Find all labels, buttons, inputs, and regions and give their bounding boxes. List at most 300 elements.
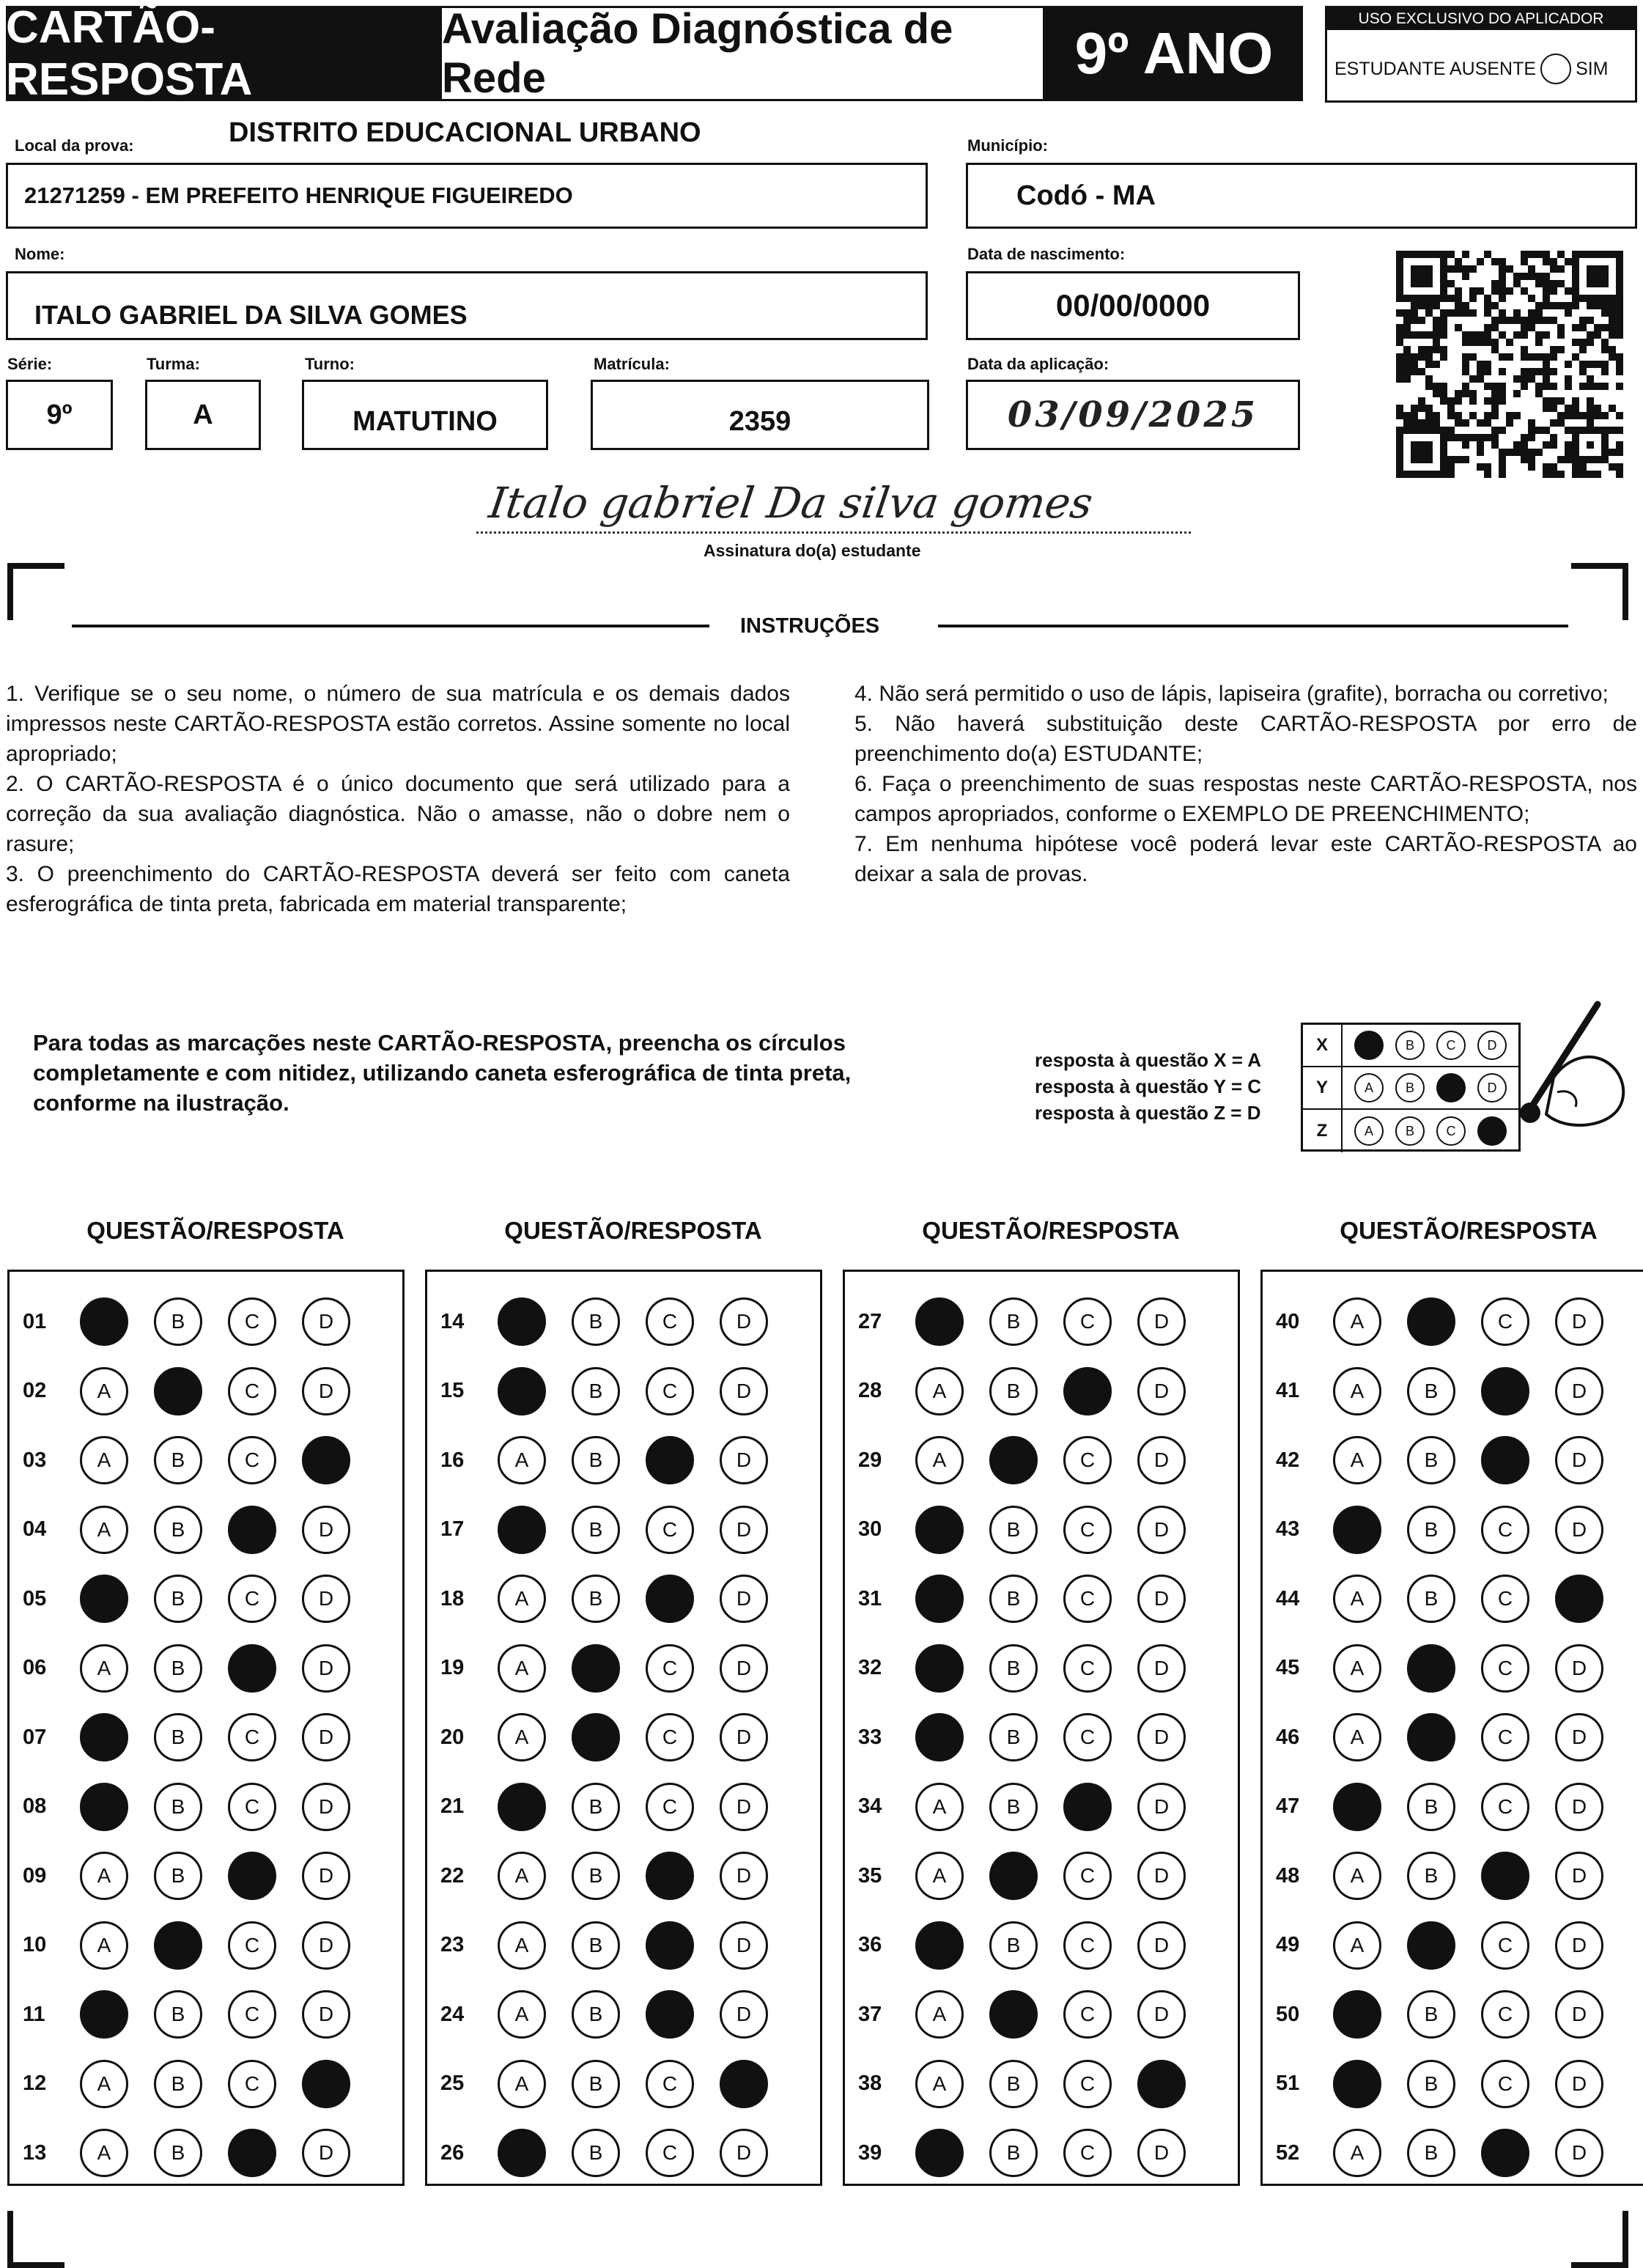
example-bubble: A	[1354, 1073, 1384, 1102]
answer-bubble-b[interactable]: B	[1407, 1436, 1455, 1484]
answer-bubble-b[interactable]: B	[1407, 1783, 1455, 1831]
nome-label: Nome:	[15, 245, 65, 263]
answer-bubble-b[interactable]: B	[1407, 1575, 1455, 1623]
answer-bubble-a[interactable]: A	[80, 1921, 128, 1970]
answer-bubble-b[interactable]: B	[1407, 1990, 1455, 2039]
answer-bubble-c[interactable]: C	[1481, 1713, 1529, 1761]
answer-bubble-d[interactable]: D	[720, 1297, 768, 1346]
answer-bubble-c[interactable]: C	[646, 2060, 694, 2108]
question-number: 12	[23, 2072, 47, 2095]
answer-bubble-a[interactable]: A	[1333, 2129, 1381, 2177]
question-row	[427, 1715, 820, 1759]
answer-bubble-b[interactable]: B	[1407, 1644, 1455, 1693]
answer-bubble-b[interactable]: B	[572, 1783, 620, 1831]
answer-bubble-a[interactable]: A	[1333, 1506, 1381, 1554]
answer-bubble-d[interactable]: D	[1555, 2060, 1603, 2108]
answer-bubble-c[interactable]: C	[1063, 1990, 1112, 2039]
answer-bubble-b[interactable]: B	[154, 1506, 202, 1554]
answer-bubble-a[interactable]: A	[498, 2129, 546, 2177]
answer-bubble-a[interactable]: A	[1333, 1575, 1381, 1623]
answer-bubble-d[interactable]: D	[1137, 1783, 1186, 1831]
answer-bubble-c[interactable]: C	[228, 2060, 276, 2108]
answer-bubble-c[interactable]: C	[228, 1713, 276, 1761]
answer-bubble-a[interactable]: A	[915, 1921, 964, 1970]
column-title: QUESTÃO/RESPOSTA	[922, 1217, 1180, 1244]
answer-bubble-d[interactable]: D	[302, 1921, 350, 1970]
answer-bubble-c[interactable]: C	[228, 1367, 276, 1415]
answer-bubble-c[interactable]: C	[1063, 1921, 1112, 1970]
column-title: QUESTÃO/RESPOSTA	[504, 1217, 762, 1244]
answer-bubble-c[interactable]: C	[1063, 1297, 1112, 1346]
answer-bubble-b[interactable]: B	[1407, 2060, 1455, 2108]
answer-bubble-a[interactable]: A	[915, 1575, 964, 1623]
example-bubble: D	[1477, 1031, 1507, 1060]
answer-bubble-c[interactable]: C	[1481, 1297, 1529, 1346]
answer-bubble-a[interactable]: A	[915, 2060, 964, 2108]
answer-bubble-a[interactable]: A	[1333, 1367, 1381, 1415]
answer-bubble-d[interactable]: D	[720, 1367, 768, 1415]
answer-bubble-a[interactable]: A	[80, 1783, 128, 1831]
answer-bubble-b[interactable]: B	[1407, 1713, 1455, 1761]
question-row	[427, 2131, 820, 2175]
answer-bubble-b[interactable]: B	[989, 1921, 1038, 1970]
answer-bubble-a[interactable]: A	[1333, 1852, 1381, 1900]
question-number: 36	[858, 1933, 882, 1956]
answer-bubble-c[interactable]: C	[228, 1575, 276, 1623]
question-number: 28	[858, 1379, 882, 1402]
corner-mark-top-right	[1571, 563, 1628, 620]
instruction-3: 3. O preenchimento do CARTÃO-RESPOSTA deverá ser feito com caneta esferográfica de tinta preta, fabricada em material transparente;	[6, 862, 790, 916]
answer-bubble-a[interactable]: A	[498, 1990, 546, 2039]
example-bubble: B	[1395, 1073, 1425, 1102]
answer-bubble-c[interactable]: C	[646, 1297, 694, 1346]
instructions-left	[6, 679, 790, 919]
answer-bubble-c[interactable]: C	[1063, 1367, 1112, 1415]
answer-bubble-d[interactable]: D	[1137, 1644, 1186, 1693]
question-row	[10, 1369, 402, 1413]
example-row-key: Z	[1303, 1110, 1343, 1152]
aplicacao-value: 03/09/2025	[1007, 394, 1259, 435]
question-number: 15	[440, 1379, 465, 1402]
answer-bubble-d[interactable]: D	[1137, 1367, 1186, 1415]
answer-bubble-b[interactable]: B	[989, 1644, 1038, 1693]
answer-bubble-c[interactable]: C	[228, 1783, 276, 1831]
question-row	[427, 1646, 820, 1690]
question-number: 26	[440, 2140, 465, 2165]
question-row	[845, 1715, 1238, 1759]
answer-bubble-d[interactable]: D	[1137, 1713, 1186, 1761]
answer-bubble-a[interactable]: A	[915, 1644, 964, 1693]
question-number: 11	[23, 2002, 45, 2026]
answer-bubble-b[interactable]: B	[572, 1367, 620, 1415]
question-row	[427, 1923, 820, 1967]
answer-bubble-d[interactable]: D	[1137, 1921, 1186, 1970]
answer-bubble-d[interactable]: D	[302, 1713, 350, 1761]
question-number: 23	[440, 1933, 465, 1956]
question-number: 05	[23, 1586, 47, 1610]
answer-bubble-d[interactable]: D	[1555, 1990, 1603, 2039]
answer-bubble-b[interactable]: B	[572, 1852, 620, 1900]
question-row	[10, 1508, 402, 1552]
instructions-title: INSTRUÇÕES	[740, 614, 880, 638]
answer-bubble-b[interactable]: B	[154, 1852, 202, 1900]
answer-bubble-b[interactable]: B	[989, 1852, 1038, 1900]
question-row	[1263, 2062, 1643, 2106]
answer-bubble-a[interactable]: A	[1333, 1921, 1381, 1970]
answer-bubble-c[interactable]: C	[1063, 2129, 1112, 2177]
answer-bubble-c[interactable]: C	[1481, 1436, 1529, 1484]
question-number: 06	[23, 1656, 47, 1679]
answer-bubble-c[interactable]: C	[646, 1436, 694, 1484]
answer-bubble-d[interactable]: D	[1555, 1575, 1603, 1623]
answer-bubble-a[interactable]: A	[80, 1436, 128, 1484]
question-number: 08	[23, 1794, 47, 1818]
answer-bubble-b[interactable]: B	[572, 1644, 620, 1693]
grade-title: 9º ANO	[1045, 6, 1303, 101]
answer-bubble-c[interactable]: C	[1063, 2060, 1112, 2108]
answer-bubble-a[interactable]: A	[498, 1506, 546, 1554]
answer-bubble-b[interactable]: B	[572, 1436, 620, 1484]
question-row	[1263, 1438, 1643, 1482]
answer-bubble-b[interactable]: B	[154, 2129, 202, 2177]
aplicacao-field	[966, 380, 1300, 450]
answer-bubble-d[interactable]: D	[720, 1990, 768, 2039]
answer-bubble-b[interactable]: B	[572, 1990, 620, 2039]
answer-bubble-d[interactable]: D	[302, 1367, 350, 1415]
answer-bubble-b[interactable]: B	[989, 2129, 1038, 2177]
answer-bubble-c[interactable]: C	[228, 1921, 276, 1970]
answer-bubble-b[interactable]: B	[989, 1506, 1038, 1554]
answer-bubble-b[interactable]: B	[154, 2060, 202, 2108]
answer-bubble-d[interactable]: D	[1555, 2129, 1603, 2177]
answer-bubble-a[interactable]: A	[80, 1990, 128, 2039]
answer-bubble-a[interactable]: A	[1333, 1783, 1381, 1831]
answer-bubble-c[interactable]: C	[646, 1575, 694, 1623]
question-number: 09	[23, 1863, 47, 1888]
answer-bubble-c[interactable]: C	[1481, 1783, 1529, 1831]
answer-bubble-a[interactable]: A	[1333, 1297, 1381, 1346]
answer-bubble-d[interactable]: D	[720, 1852, 768, 1900]
answer-bubble-b[interactable]: B	[989, 1783, 1038, 1831]
answer-bubble-c[interactable]: C	[228, 1644, 276, 1693]
answer-bubble-d[interactable]: D	[302, 1644, 350, 1693]
question-row	[10, 1854, 402, 1898]
question-row	[1263, 2131, 1643, 2175]
question-number: 47	[1276, 1794, 1300, 1818]
example-bubble: C	[1436, 1031, 1466, 1060]
question-row	[845, 1923, 1238, 1967]
signature-caption: Assinatura do(a) estudante	[704, 541, 921, 560]
answer-bubble-c[interactable]: C	[646, 1713, 694, 1761]
answer-bubble-c[interactable]: C	[1063, 1506, 1112, 1554]
answer-bubble-a[interactable]: A	[1333, 1713, 1381, 1761]
answer-bubble-d[interactable]: D	[1555, 1644, 1603, 1693]
answer-bubble-b[interactable]: B	[572, 1713, 620, 1761]
answer-bubble-a[interactable]: A	[80, 1367, 128, 1415]
question-row	[1263, 1369, 1643, 1413]
card-title: CARTÃO-RESPOSTA	[6, 6, 440, 101]
answer-bubble-c[interactable]: C	[1063, 1852, 1112, 1900]
answer-bubble-d[interactable]: D	[1137, 2060, 1186, 2108]
example-row-key: Y	[1303, 1067, 1343, 1108]
answer-bubble-c[interactable]: C	[228, 1990, 276, 2039]
answer-bubble-c[interactable]: C	[1481, 1367, 1529, 1415]
answer-bubble-a[interactable]: A	[498, 1921, 546, 1970]
answer-bubble-a[interactable]: A	[498, 1297, 546, 1346]
question-number: 51	[1276, 2072, 1300, 2095]
absent-bubble[interactable]	[1540, 54, 1571, 84]
answer-bubble-d[interactable]: D	[1137, 1852, 1186, 1900]
answer-bubble-c[interactable]: C	[1481, 1575, 1529, 1623]
answer-bubble-d[interactable]: D	[1555, 1506, 1603, 1554]
question-number: 21	[440, 1794, 465, 1818]
answer-bubble-a[interactable]: A	[915, 1713, 964, 1761]
answer-bubble-a[interactable]: A	[80, 1575, 128, 1623]
answer-bubble-a[interactable]: A	[498, 1367, 546, 1415]
nome-value: ITALO GABRIEL DA SILVA GOMES	[34, 300, 468, 330]
answer-bubble-d[interactable]: D	[302, 1506, 350, 1554]
answer-bubble-d[interactable]: D	[302, 1852, 350, 1900]
answer-bubble-b[interactable]: B	[572, 2129, 620, 2177]
answer-bubble-a[interactable]: A	[1333, 1644, 1381, 1693]
answer-bubble-d[interactable]: D	[720, 1713, 768, 1761]
turma-label: Turma:	[147, 355, 200, 373]
question-number: 07	[23, 1725, 47, 1749]
answer-bubble-b[interactable]: B	[154, 1783, 202, 1831]
answer-bubble-d[interactable]: D	[1555, 1436, 1603, 1484]
answer-panel	[1260, 1270, 1643, 2186]
answer-bubble-c[interactable]: C	[646, 2129, 694, 2177]
answer-bubble-d[interactable]: D	[720, 1506, 768, 1554]
answer-bubble-d[interactable]: D	[1555, 1713, 1603, 1761]
answer-bubble-d[interactable]: D	[302, 2129, 350, 2177]
answer-bubble-c[interactable]: C	[1063, 1644, 1112, 1693]
answer-bubble-a[interactable]: A	[1333, 2060, 1381, 2108]
answer-bubble-c[interactable]: C	[646, 1783, 694, 1831]
answer-bubble-b[interactable]: B	[154, 1436, 202, 1484]
example-bubble: B	[1395, 1116, 1425, 1146]
answer-bubble-b[interactable]: B	[989, 2060, 1038, 2108]
answer-bubble-a[interactable]: A	[915, 1436, 964, 1484]
answer-bubble-a[interactable]: A	[498, 1644, 546, 1693]
answer-bubble-d[interactable]: D	[720, 2060, 768, 2108]
local-field	[6, 163, 928, 229]
answer-bubble-c[interactable]: C	[646, 1921, 694, 1970]
answer-bubble-c[interactable]: C	[1063, 1575, 1112, 1623]
answer-bubble-b[interactable]: B	[1407, 1297, 1455, 1346]
answer-bubble-c[interactable]: C	[1481, 1644, 1529, 1693]
answer-bubble-d[interactable]: D	[720, 1921, 768, 1970]
answer-bubble-a[interactable]: A	[498, 1852, 546, 1900]
question-number: 19	[440, 1656, 465, 1679]
answer-bubble-a[interactable]: A	[498, 2060, 546, 2108]
answer-bubble-b[interactable]: B	[989, 1367, 1038, 1415]
nome-field	[6, 271, 928, 340]
example-legend	[1035, 1047, 1261, 1126]
answer-bubble-c[interactable]: C	[228, 1297, 276, 1346]
answer-bubble-c[interactable]: C	[646, 1367, 694, 1415]
answer-bubble-d[interactable]: D	[1137, 1575, 1186, 1623]
answer-bubble-c[interactable]: C	[228, 2129, 276, 2177]
answer-bubble-b[interactable]: B	[572, 1921, 620, 1970]
answer-bubble-b[interactable]: B	[154, 1713, 202, 1761]
question-row	[1263, 1785, 1643, 1829]
answer-bubble-b[interactable]: B	[989, 1713, 1038, 1761]
answer-bubble-d[interactable]: D	[720, 1783, 768, 1831]
answer-bubble-b[interactable]: B	[572, 1297, 620, 1346]
question-row	[10, 1715, 402, 1759]
example-legend-y: resposta à questão Y = C	[1035, 1075, 1262, 1097]
answer-bubble-a[interactable]: A	[498, 1783, 546, 1831]
answer-bubble-b[interactable]: B	[154, 1575, 202, 1623]
question-number: 18	[440, 1586, 465, 1610]
answer-bubble-d[interactable]: D	[302, 1575, 350, 1623]
answer-bubble-b[interactable]: B	[154, 1367, 202, 1415]
answer-bubble-d[interactable]: D	[1555, 1297, 1603, 1346]
answer-bubble-a[interactable]: A	[498, 1575, 546, 1623]
example-bubble: A	[1354, 1116, 1384, 1146]
question-number: 43	[1276, 1517, 1300, 1541]
question-row	[845, 1300, 1238, 1344]
answer-bubble-d[interactable]: D	[1555, 1921, 1603, 1970]
answer-bubble-a[interactable]: A	[80, 2060, 128, 2108]
answer-bubble-b[interactable]: B	[154, 1990, 202, 2039]
answer-bubble-c[interactable]: C	[1481, 1990, 1529, 2039]
answer-bubble-c[interactable]: C	[1063, 1783, 1112, 1831]
answer-bubble-a[interactable]: A	[1333, 1436, 1381, 1484]
corner-mark-top-left	[7, 563, 64, 620]
answer-bubble-a[interactable]: A	[915, 1990, 964, 2039]
example-bubble: B	[1395, 1031, 1425, 1060]
answer-bubble-a[interactable]: A	[80, 1506, 128, 1554]
turma-value: A	[193, 399, 213, 430]
answer-bubble-c[interactable]: C	[1481, 1506, 1529, 1554]
local-value: 21271259 - EM PREFEITO HENRIQUE FIGUEIREDO	[24, 183, 573, 208]
answer-bubble-b[interactable]: B	[154, 1297, 202, 1346]
answer-bubble-c[interactable]: C	[228, 1506, 276, 1554]
answer-panel	[425, 1270, 822, 2186]
answer-bubble-d[interactable]: D	[1137, 2129, 1186, 2177]
answer-bubble-d[interactable]: D	[720, 1575, 768, 1623]
question-row	[845, 2062, 1238, 2106]
answer-bubble-d[interactable]: D	[1137, 1506, 1186, 1554]
example-legend-z: resposta à questão Z = D	[1035, 1102, 1261, 1124]
answer-bubble-a[interactable]: A	[80, 1852, 128, 1900]
answer-bubble-c[interactable]: C	[228, 1852, 276, 1900]
example-bubble: C	[1436, 1073, 1466, 1102]
answer-bubble-b[interactable]: B	[1407, 1506, 1455, 1554]
question-row	[1263, 1992, 1643, 2036]
answer-bubble-d[interactable]: D	[302, 1990, 350, 2039]
answer-bubble-b[interactable]: B	[1407, 1367, 1455, 1415]
answer-bubble-b[interactable]: B	[1407, 1921, 1455, 1970]
answer-bubble-a[interactable]: A	[498, 1713, 546, 1761]
answer-bubble-a[interactable]: A	[80, 1713, 128, 1761]
turma-field	[145, 380, 261, 450]
answer-bubble-a[interactable]: A	[80, 1644, 128, 1693]
answer-bubble-a[interactable]: A	[915, 1783, 964, 1831]
answer-bubble-b[interactable]: B	[1407, 1852, 1455, 1900]
answer-bubble-d[interactable]: D	[302, 2060, 350, 2108]
answer-bubble-d[interactable]: D	[1137, 1297, 1186, 1346]
question-number: 02	[23, 1379, 47, 1402]
answer-bubble-a[interactable]: A	[80, 1297, 128, 1346]
answer-bubble-c[interactable]: C	[1481, 2060, 1529, 2108]
answer-bubble-d[interactable]: D	[1137, 1990, 1186, 2039]
question-row	[427, 1300, 820, 1344]
answer-bubble-a[interactable]: A	[915, 1297, 964, 1346]
answer-bubble-a[interactable]: A	[1333, 1990, 1381, 2039]
answer-bubble-b[interactable]: B	[154, 1644, 202, 1693]
answer-bubble-c[interactable]: C	[1481, 2129, 1529, 2177]
answer-bubble-d[interactable]: D	[720, 2129, 768, 2177]
student-signature: Italo gabriel Da silva gomes	[486, 478, 1096, 528]
answer-bubble-c[interactable]: C	[1063, 1713, 1112, 1761]
matricula-field	[591, 380, 929, 450]
answer-bubble-c[interactable]: C	[1063, 1436, 1112, 1484]
question-number: 34	[858, 1794, 882, 1818]
answer-bubble-b[interactable]: B	[154, 1921, 202, 1970]
answer-bubble-c[interactable]: C	[1481, 1852, 1529, 1900]
answer-bubble-d[interactable]: D	[302, 1297, 350, 1346]
example-text: Para todas as marcações neste CARTÃO-RESPOSTA, preencha os círculos completamente e com nitidez, utilizando caneta esferográfica de tinta preta, conforme na ilustração.	[33, 1030, 852, 1116]
answer-bubble-b[interactable]: B	[989, 1297, 1038, 1346]
answer-bubble-b[interactable]: B	[572, 1506, 620, 1554]
question-row	[10, 1992, 402, 2036]
answer-bubble-a[interactable]: A	[498, 1436, 546, 1484]
question-row	[427, 1854, 820, 1898]
example-bubble: D	[1477, 1073, 1507, 1102]
answer-bubble-d[interactable]: D	[302, 1436, 350, 1484]
answer-bubble-a[interactable]: A	[915, 1852, 964, 1900]
aplicacao-label: Data da aplicação:	[967, 355, 1110, 373]
answer-bubble-b[interactable]: B	[572, 2060, 620, 2108]
answer-bubble-d[interactable]: D	[1555, 1367, 1603, 1415]
answer-bubble-b[interactable]: B	[989, 1436, 1038, 1484]
answer-bubble-a[interactable]: A	[80, 2129, 128, 2177]
answer-bubble-b[interactable]: B	[989, 1990, 1038, 2039]
question-number: 32	[858, 1656, 882, 1679]
serie-field	[6, 380, 113, 450]
answer-bubble-c[interactable]: C	[646, 1852, 694, 1900]
answer-bubble-c[interactable]: C	[646, 1506, 694, 1554]
answer-bubble-b[interactable]: B	[1407, 2129, 1455, 2177]
absent-label: ESTUDANTE AUSENTE	[1334, 58, 1537, 79]
answer-bubble-c[interactable]: C	[228, 1436, 276, 1484]
answer-bubble-c[interactable]: C	[646, 1990, 694, 2039]
answer-bubble-d[interactable]: D	[1555, 1783, 1603, 1831]
answer-bubble-d[interactable]: D	[720, 1436, 768, 1484]
answer-bubble-b[interactable]: B	[989, 1575, 1038, 1623]
question-number: 13	[23, 2140, 47, 2165]
answer-bubble-d[interactable]: D	[1555, 1852, 1603, 1900]
question-row	[845, 1369, 1238, 1413]
answer-bubble-a[interactable]: A	[915, 1506, 964, 1554]
answer-bubble-a[interactable]: A	[915, 2129, 964, 2177]
answer-bubble-c[interactable]: C	[646, 1644, 694, 1693]
instruction-5: 5. Não haverá substituição deste CARTÃO-RESPOSTA por erro de preenchimento do(a) ESTUDANTE;	[854, 712, 1637, 766]
answer-bubble-a[interactable]: A	[915, 1367, 964, 1415]
answer-bubble-b[interactable]: B	[572, 1575, 620, 1623]
answer-bubble-c[interactable]: C	[1481, 1921, 1529, 1970]
answer-bubble-d[interactable]: D	[1137, 1436, 1186, 1484]
question-row	[845, 2131, 1238, 2175]
question-number: 49	[1276, 1933, 1300, 1956]
answer-bubble-d[interactable]: D	[302, 1783, 350, 1831]
question-row	[1263, 1715, 1643, 1759]
corner-mark-bottom-right	[1571, 2211, 1628, 2268]
answer-bubble-d[interactable]: D	[720, 1644, 768, 1693]
